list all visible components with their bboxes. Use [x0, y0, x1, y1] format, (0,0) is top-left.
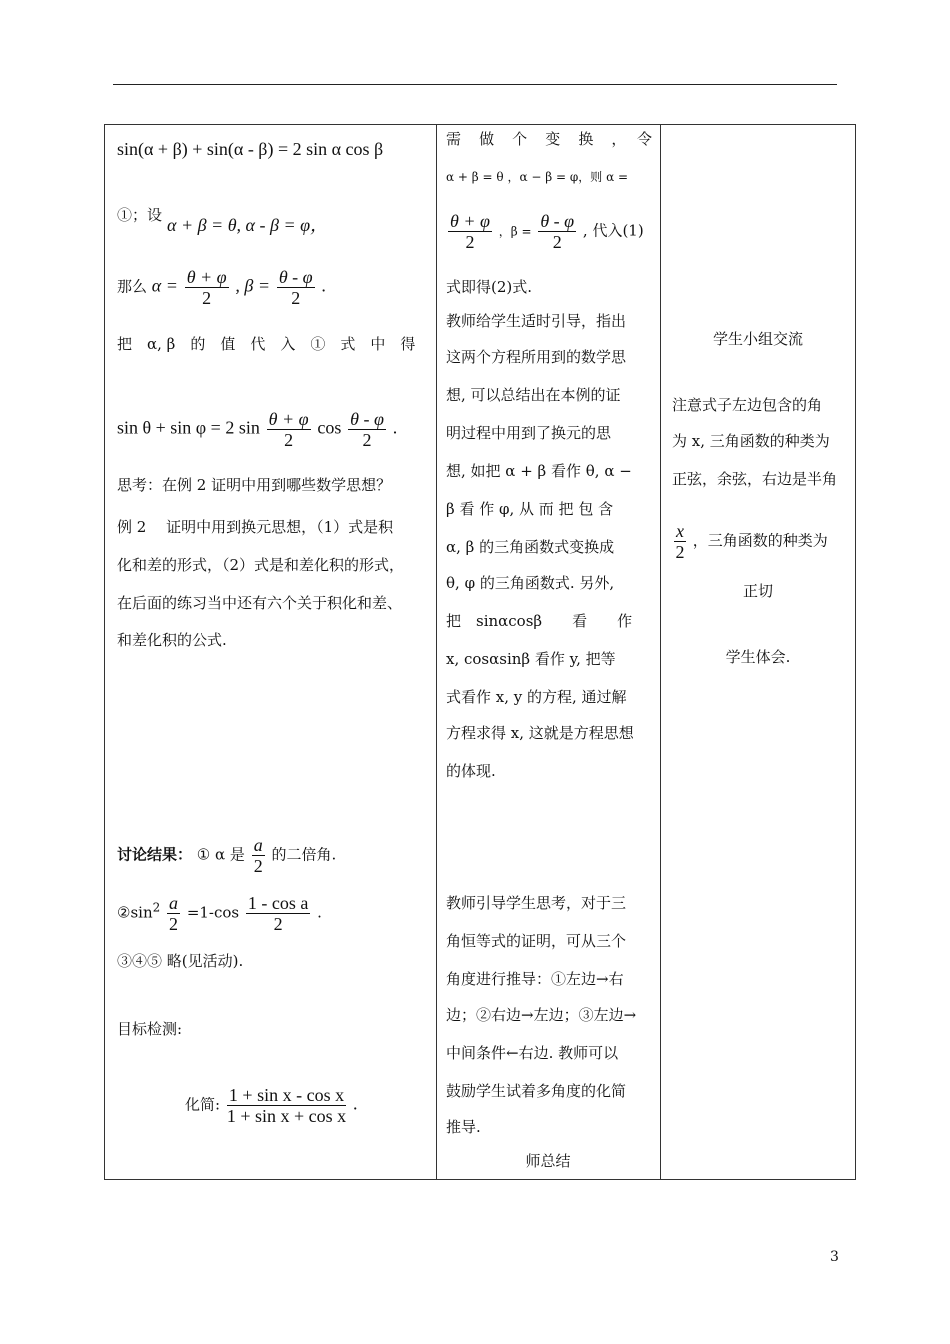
let-label: ①；设: [117, 206, 163, 224]
col2-bottom-line: 鼓励学生试着多角度的化简: [446, 1082, 627, 1100]
example-line-3: 在后面的练习当中还有六个关于积化和差、: [117, 594, 403, 612]
fraction-beta: $\frac{\theta - \varphi}{2}$: [278, 267, 313, 308]
col2-bottom-line: 推导.: [446, 1118, 481, 1136]
col2-bottom-line: 中间条件←右边. 教师可以: [446, 1044, 619, 1062]
student-experience: 学生体会.: [725, 648, 791, 666]
col2-mid-line: 这两个方程所用到的数学思: [446, 348, 627, 366]
target-check: 目标检测:: [117, 1020, 183, 1038]
col2-mid-line: 式即得(2)式.: [446, 278, 533, 296]
then-alpha: α =: [151, 275, 178, 296]
col2-mid-line: 的体现.: [446, 762, 496, 780]
equation-sum: sin(α + β) + sin(α - β) = 2 sin α cos β: [117, 139, 384, 159]
fraction-r2-a: $\frac{a}{2}$: [169, 893, 179, 934]
fraction-col2-a: $\frac{\theta + \varphi}{2}$: [450, 211, 490, 252]
col3-note-line: 注意式子左边包含的角: [672, 396, 823, 414]
teacher-summary: 师总结: [525, 1152, 571, 1170]
col2-fraction-line: $\frac{\theta + \varphi}{2}$ ，β = $\frac{\theta - \varphi}{2}$ , 代入(1): [450, 211, 644, 252]
result-2: $②\sin^2$ $\frac{a}{2}$ =1-cos $\frac{\text{1 - cos a}}{2}$ .: [117, 893, 322, 934]
col2-mid-line: 式看作 x, y 的方程, 通过解: [446, 688, 627, 706]
fraction-half-sum: $\frac{\theta + \varphi}{2}$: [268, 409, 309, 450]
simplify-problem: 化简: $\frac{\text{1 + sin x - cos x}}{\text{1 + sin x + cos x}}$ .: [185, 1085, 358, 1126]
col2-mid-line: 教师给学生适时引导，指出: [446, 312, 627, 330]
fraction-col2-b: $\frac{\theta - \varphi}{2}$: [540, 211, 575, 252]
fraction-half-x: $\frac{x}{2}$: [675, 521, 685, 562]
example-line-1: 例 2 证明中用到换元思想，（1）式是积: [117, 518, 394, 536]
discussion-result: 讨论结果： ① α 是 $\frac{a}{2}$ 的二倍角.: [117, 835, 337, 876]
col2-mid-line: 明过程中用到了换元的思: [446, 424, 612, 442]
column-divider: [436, 125, 437, 1179]
result-3: ③④⑤ 略(见活动).: [117, 952, 244, 970]
col2-line-1: 需 做 个 变 换 ， 令: [446, 130, 652, 148]
col3-note-line: 为 x, 三角函数的种类为: [672, 432, 830, 450]
col2-line-2: α + β = θ ，α − β = φ，则 α =: [446, 170, 629, 184]
tangent: 正切: [742, 582, 773, 600]
then-label: 那么: [117, 277, 148, 296]
group-discussion: 学生小组交流: [712, 330, 803, 348]
lesson-table: [104, 124, 856, 1180]
col2-bottom-line: 角恒等式的证明，可从三个: [446, 932, 627, 950]
fraction-half-a: $\frac{a}{2}$: [253, 835, 263, 876]
fraction-simplify: $\frac{\text{1 + sin x - cos x}}{\text{1 + sin x + cos x}}$: [226, 1085, 347, 1126]
col2-bottom-line: 角度进行推导：①左边→右: [446, 970, 624, 988]
col2-mid-line: 把 sinαcosβ 看 作: [446, 612, 633, 630]
col2-bottom-line: 边；②右边→左边；③左边→: [446, 1006, 637, 1024]
fraction-half-diff: $\frac{\theta - \varphi}{2}$: [350, 409, 384, 450]
fraction-r2-b: $\frac{\text{1 - cos a}}{2}$: [247, 893, 309, 934]
col2-mid-line: 想, 如把 α + β 看作 θ, α −: [446, 462, 632, 480]
let-expression: α + β = θ, α - β = φ，: [167, 215, 329, 235]
equation-sum-to-product: sin θ + sin φ = 2 sin $\frac{\theta + \varphi}{2}$ cos $\frac{\theta - \varphi}{2}$ .: [117, 409, 398, 450]
col3-note-line: 正弦，余弦，右边是半角: [672, 470, 838, 488]
then-beta: , β =: [235, 275, 271, 296]
then-row: 那么 α = $\frac{\theta + \varphi}{2}$ , β = $\frac{\theta - \varphi}{2}$ .: [117, 267, 326, 308]
page-number: 3: [830, 1249, 839, 1265]
col2-mid-line: β 看 作 φ, 从 而 把 包 含: [446, 500, 614, 518]
substitute-line: 把 α, β 的 值 代 入 ① 式 中 得: [117, 335, 416, 353]
col2-mid-line: 想, 可以总结出在本例的证: [446, 386, 621, 404]
fraction-alpha: $\frac{\theta + \varphi}{2}$: [186, 267, 227, 308]
col2-mid-line: 方程求得 x, 这就是方程思想: [446, 724, 634, 742]
example-line-4: 和差化积的公式.: [117, 631, 227, 649]
example-line-2: 化和差的形式，（2）式是和差化积的形式，: [117, 556, 405, 574]
col2-bottom-line: 教师引导学生思考，对于三: [446, 894, 627, 912]
col2-mid-line: x, cosαsinβ 看作 y, 把等: [446, 650, 616, 668]
col3-half-angle: $\frac{x}{2}$ ，三角函数的种类为: [675, 521, 828, 562]
header-rule: [113, 84, 837, 85]
col2-mid-line: α, β 的三角函数式变换成: [446, 538, 615, 556]
col2-mid-line: θ, φ 的三角函数式. 另外,: [446, 574, 615, 592]
think-question: 思考：在例 2 证明中用到哪些数学思想？: [117, 476, 392, 494]
